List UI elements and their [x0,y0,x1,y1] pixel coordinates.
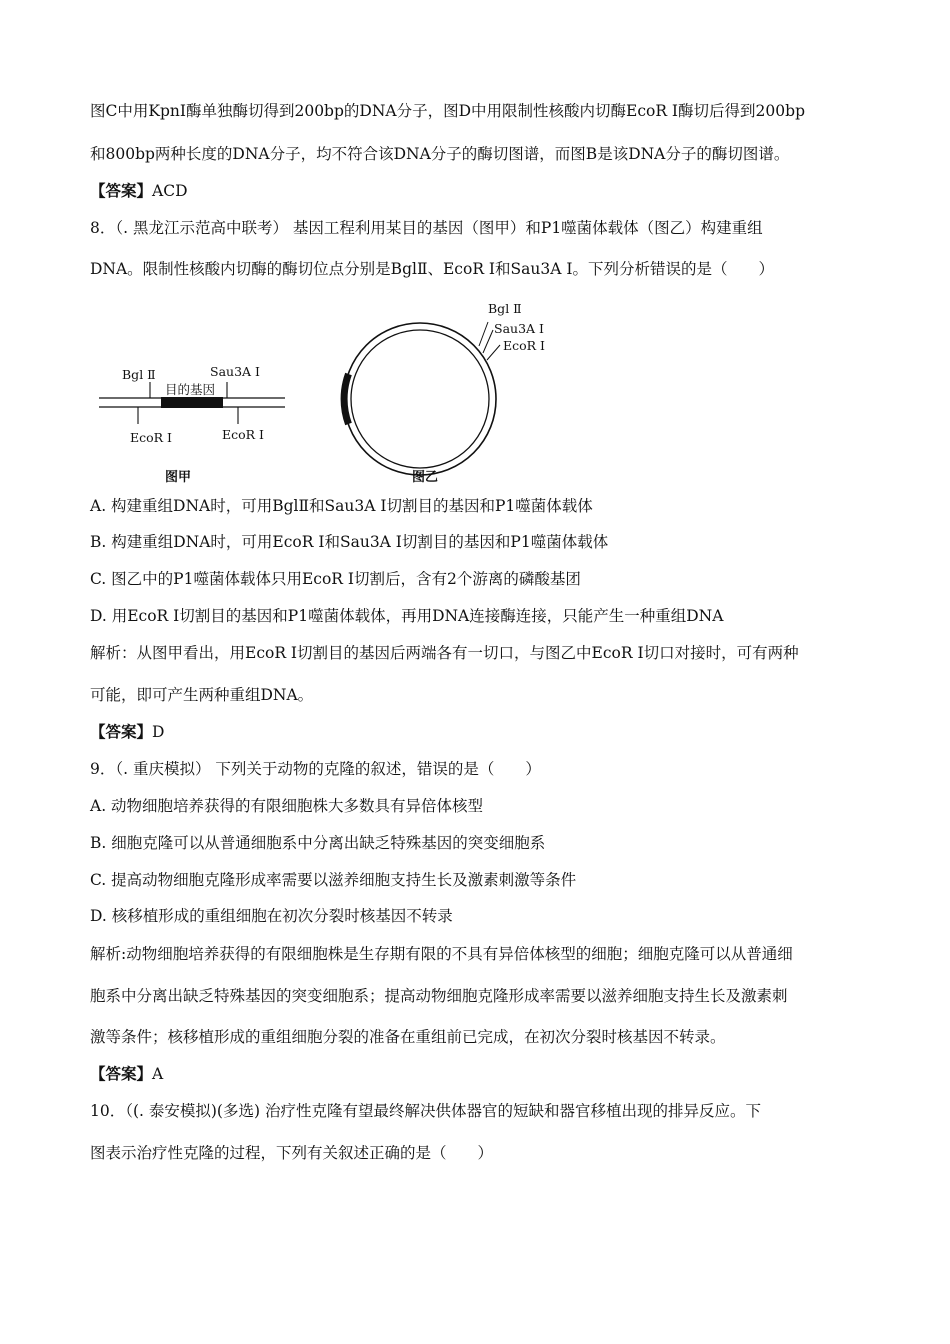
target-gene-segment [161,397,223,408]
answer-label: 【答案】 [90,1064,153,1083]
question-10-stem: 图表示治疗性克隆的过程，下列有关叙述正确的是（ ） [90,1144,494,1162]
option-d: D. 核移植形成的重组细胞在初次分裂时核基因不转录 [90,907,453,925]
answer-line [90,1064,880,1084]
figure-yi [344,301,545,485]
option-d: D. 用EcoR I切割目的基因和P1噬菌体载体，再用DNA连接酶连接，只能产生一种重组DNA [90,607,724,625]
analysis-line: 可能，即可产生两种重组DNA。 [90,686,314,704]
analysis-line: 解析:动物细胞培养获得的有限细胞株是生存期有限的不具有异倍体核型的细胞；细胞克隆可以从普通细 [90,945,793,963]
answer-label: 【答案】 [90,181,153,200]
text-line: 图C中用KpnI酶单独酶切得到200bp的DNA分子，图D中用限制性核酸内切酶EcoR I酶切后得到200bp [90,102,805,120]
vector-marker-segment [344,374,348,424]
answer-line [90,181,880,201]
answer-line [90,722,880,742]
label-bgl: Bgl Ⅱ [488,301,522,316]
label-sau3a: Sau3A Ⅰ [494,321,544,336]
caption-yi: 图乙 [412,470,439,485]
label-bgl: Bgl Ⅱ [122,367,156,382]
option-b: B. 构建重组DNA时，可用EcoR I和Sau3A I切割目的基因和P1噬菌体载体 [90,533,609,551]
analysis-line: 激等条件；核移植形成的重组细胞分裂的准备在重组前已完成，在初次分裂时核基因不转录。 [90,1028,726,1046]
label-sau3a: Sau3A Ⅰ [210,364,260,379]
option-b: B. 细胞克隆可以从普通细胞系中分离出缺乏特殊基因的突变细胞系 [90,834,546,852]
answer-value: ACD [152,182,188,200]
label-ecor-left: EcoR Ⅰ [130,430,172,445]
label-target-gene: 目的基因 [165,382,216,397]
figure-jia [99,364,285,485]
label-ecor-right: EcoR Ⅰ [222,427,264,442]
answer-label: 【答案】 [90,722,153,741]
option-c: C. 提高动物细胞克隆形成率需要以滋养细胞支持生长及激素刺激等条件 [90,871,577,889]
option-a: A. 构建重组DNA时，可用BglⅡ和Sau3A I切割目的基因和P1噬菌体载体 [90,497,593,515]
answer-value: D [152,723,165,741]
question-9-stem: 9．（. 重庆模拟） 下列关于动物的克隆的叙述，错误的是（ ） [90,760,541,778]
analysis-line: 胞系中分离出缺乏特殊基因的突变细胞系；提高动物细胞克隆形成率需要以滋养细胞支持生长及激素刺 [90,987,788,1005]
question-8-stem: 8．（. 黑龙江示范高中联考） 基因工程利用某目的基因（图甲）和P1噬菌体载体（图乙）构建重组 [90,219,763,237]
option-c: C. 图乙中的P1噬菌体载体只用EcoR I切割后，含有2个游离的磷酸基团 [90,570,581,588]
question-10-stem: 10．（(. 泰安模拟)(多选) 治疗性克隆有望最终解决供体器官的短缺和器官移植出现的排异反应。下 [90,1102,761,1120]
analysis-line: 解析：从图甲看出，用EcoR I切割目的基因后两端各有一切口，与图乙中EcoR I切口对接时，可有两种 [90,644,799,662]
text-line: 和800bp两种长度的DNA分子，均不符合该DNA分子的酶切图谱，而图B是该DNA分子的酶切图谱。 [90,145,790,163]
label-ecor: EcoR Ⅰ [503,338,545,353]
figure-jia-yi [90,288,690,488]
caption-jia: 图甲 [165,470,192,485]
option-a: A. 动物细胞培养获得的有限细胞株大多数具有异倍体核型 [90,797,484,815]
answer-value: A [152,1065,164,1083]
question-8-stem: DNA。限制性核酸内切酶的酶切位点分别是BglⅡ、EcoR I和Sau3A I。下列分析错误的是（ ） [90,260,774,278]
